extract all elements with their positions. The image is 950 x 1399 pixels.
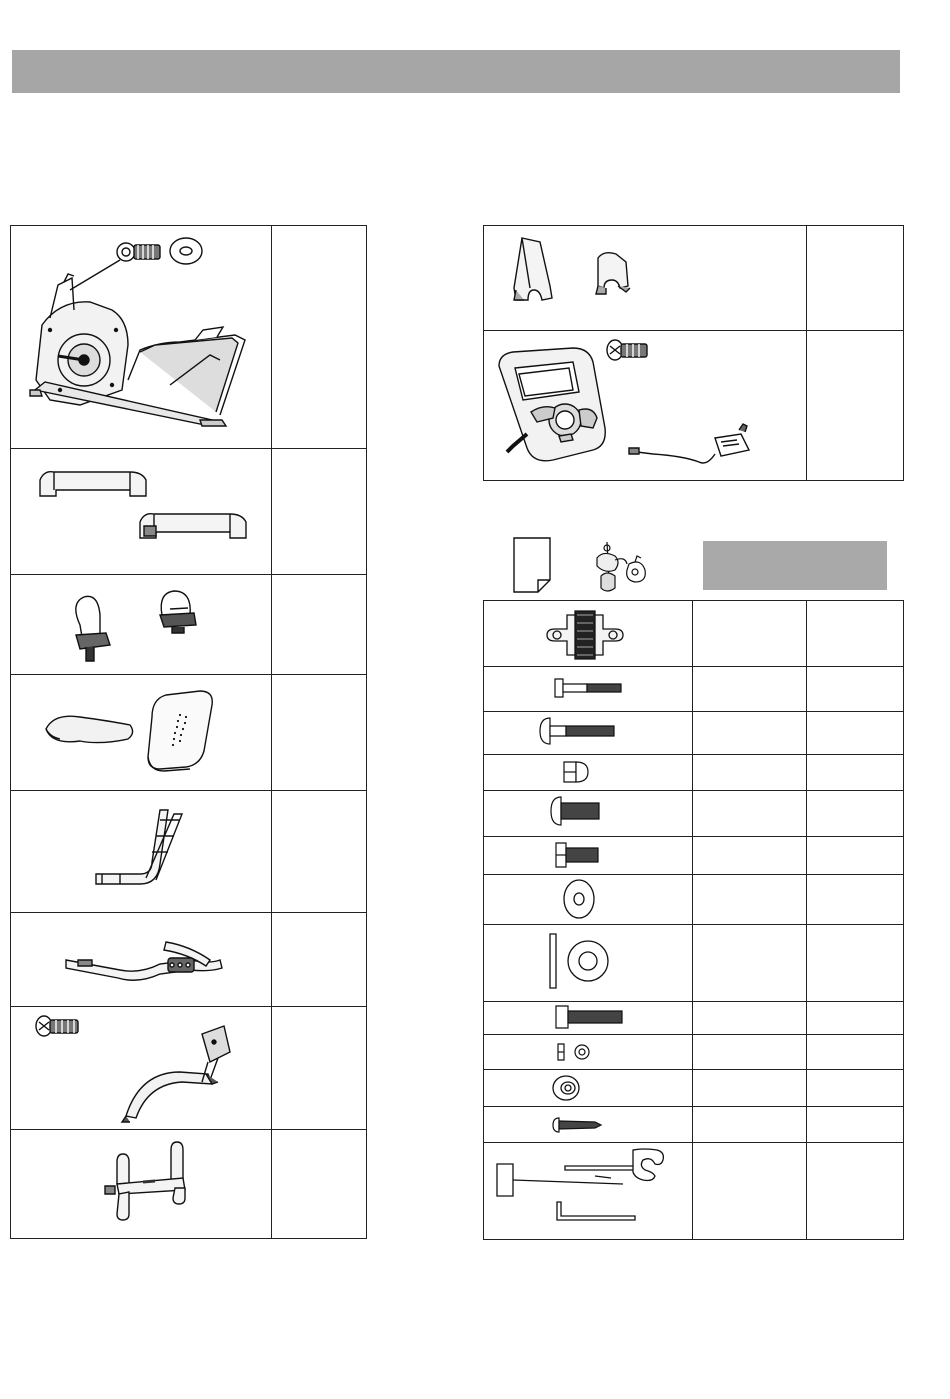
stabilizers-icon	[30, 460, 260, 565]
tools-icon	[495, 1146, 670, 1228]
seat-and-backrest-icon	[40, 685, 240, 785]
seat-frame-icon	[90, 800, 200, 900]
manual-icon	[512, 536, 562, 594]
hardware-table-border	[483, 600, 904, 1240]
flat-washer-icon	[548, 930, 610, 992]
console-bolt-adapter-icon	[493, 338, 763, 476]
section-header-bar	[12, 50, 900, 93]
hex-bolt-short-icon	[554, 841, 600, 869]
seat-handlebar-icon	[95, 1138, 205, 1228]
hardware-bag-icon	[585, 540, 665, 596]
handlebar-icon	[60, 930, 240, 1000]
console-mast-with-bolt-icon	[30, 1012, 245, 1124]
screw-icon	[551, 1116, 603, 1134]
curved-washer-icon	[562, 878, 596, 920]
hardware-label-box	[703, 541, 887, 590]
pedals-icon	[40, 585, 240, 670]
left-table-column-divider	[271, 225, 272, 1239]
covers-icon	[500, 232, 650, 324]
carriage-bolt-icon	[538, 716, 618, 746]
spring-washer-icon	[556, 1041, 592, 1063]
nylon-nut-icon	[551, 1073, 581, 1103]
allen-bolt-icon	[554, 1004, 626, 1030]
bracket-icon	[545, 605, 625, 663]
cap-nut-icon	[562, 758, 590, 786]
round-head-bolt-icon	[549, 795, 601, 827]
hex-bolt-long-icon	[553, 676, 625, 700]
main-frame-with-bolt-and-washer-icon	[20, 230, 265, 440]
